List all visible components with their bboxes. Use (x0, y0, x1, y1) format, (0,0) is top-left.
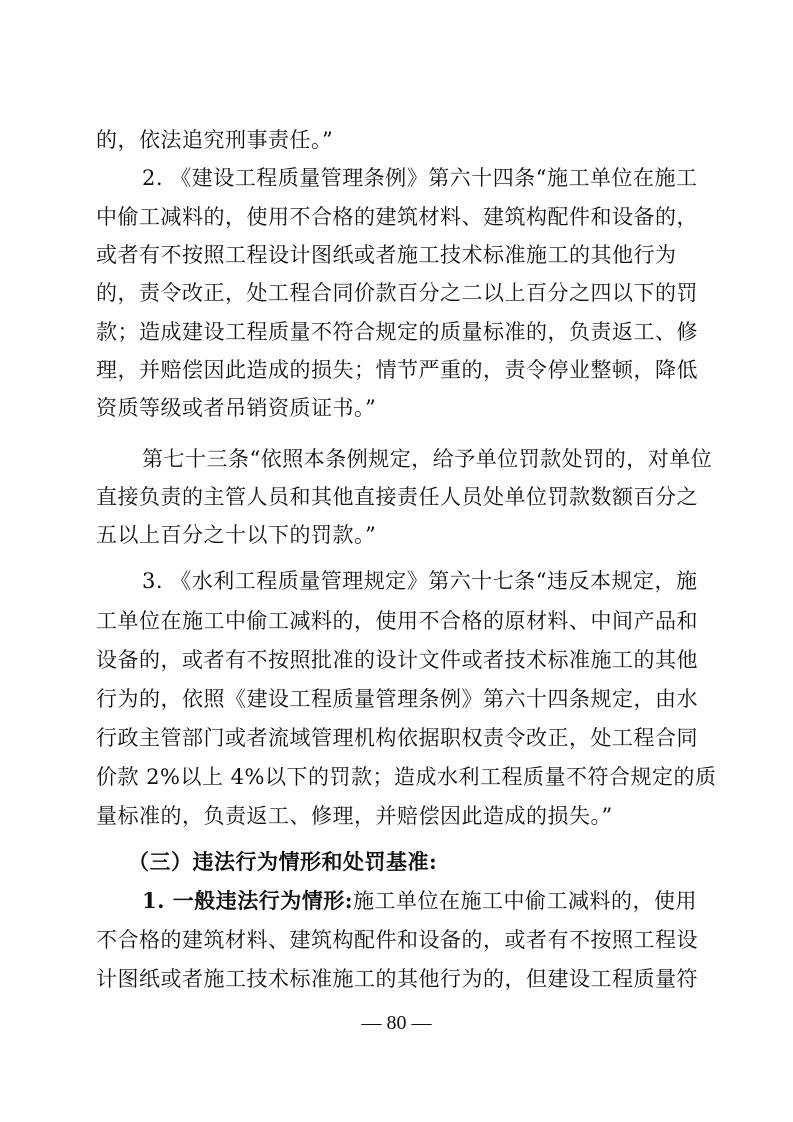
paragraph-line: 工单位在施工中偷工减料的，使用不合格的原材料、中间产品和 (96, 609, 698, 633)
paragraph-line: 价款 2%以上 4%以下的罚款；造成水利工程质量不符合规定的质 (96, 765, 717, 789)
paragraph-line: 第七十三条“依照本条例规定，给予单位罚款处罚的，对单位 (142, 447, 713, 471)
paragraph-line: 中偷工减料的，使用不合格的建筑材料、建筑构配件和设备的， (96, 205, 698, 229)
paragraph-line: 五以上百分之十以下的罚款。” (96, 523, 377, 547)
paragraph-line: 行政主管部门或者流域管理机构依据职权责令改正，处工程合同 (96, 726, 698, 750)
paragraph-line: 资质等级或者吊销资质证书。” (96, 396, 377, 420)
paragraph-line: 的，依法追究刑事责任。” (96, 128, 334, 152)
paragraph-line: 设备的，或者有不按照批准的设计文件或者技术标准施工的其他 (96, 648, 698, 672)
paragraph-line: 直接负责的主管人员和其他直接责任人员处单位罚款数额百分之 (96, 485, 698, 509)
section-heading: （三）违法行为情形和处罚基准: (128, 849, 438, 874)
paragraph-line: 不合格的建筑材料、建筑构配件和设备的，或者有不按照工程设 (96, 928, 698, 952)
item-1-text: 施工单位在施工中偷工减料的，使用 (353, 889, 697, 913)
page-number: — 80 — (361, 1012, 432, 1034)
paragraph-line: 或者有不按照工程设计图纸或者施工技术标准施工的其他行为 (96, 243, 677, 267)
item-1-label: 1. 一般违法行为情形: (142, 888, 353, 913)
paragraph-line: 计图纸或者施工技术标准施工的其他行为的，但建设工程质量符 (96, 967, 698, 991)
item-1-line (142, 886, 697, 916)
paragraph-line: 2. 《建设工程质量管理条例》第六十四条“施工单位在施工 (142, 166, 698, 190)
paragraph-line: 款；造成建设工程质量不符合规定的质量标准的，负责返工、修 (96, 320, 698, 344)
paragraph-line: 3. 《水利工程质量管理规定》第六十七条“违反本规定，施 (142, 569, 698, 593)
paragraph-line: 理，并赔偿因此造成的损失；情节严重的，责令停业整顿，降低 (96, 358, 698, 382)
paragraph-line: 的，责令改正，处工程合同价款百分之二以上百分之四以下的罚 (96, 281, 698, 305)
paragraph-line: 量标准的，负责返工、修理，并赔偿因此造成的损失。” (96, 804, 613, 828)
paragraph-line: 行为的，依照《建设工程质量管理条例》第六十四条规定，由水 (96, 687, 698, 711)
